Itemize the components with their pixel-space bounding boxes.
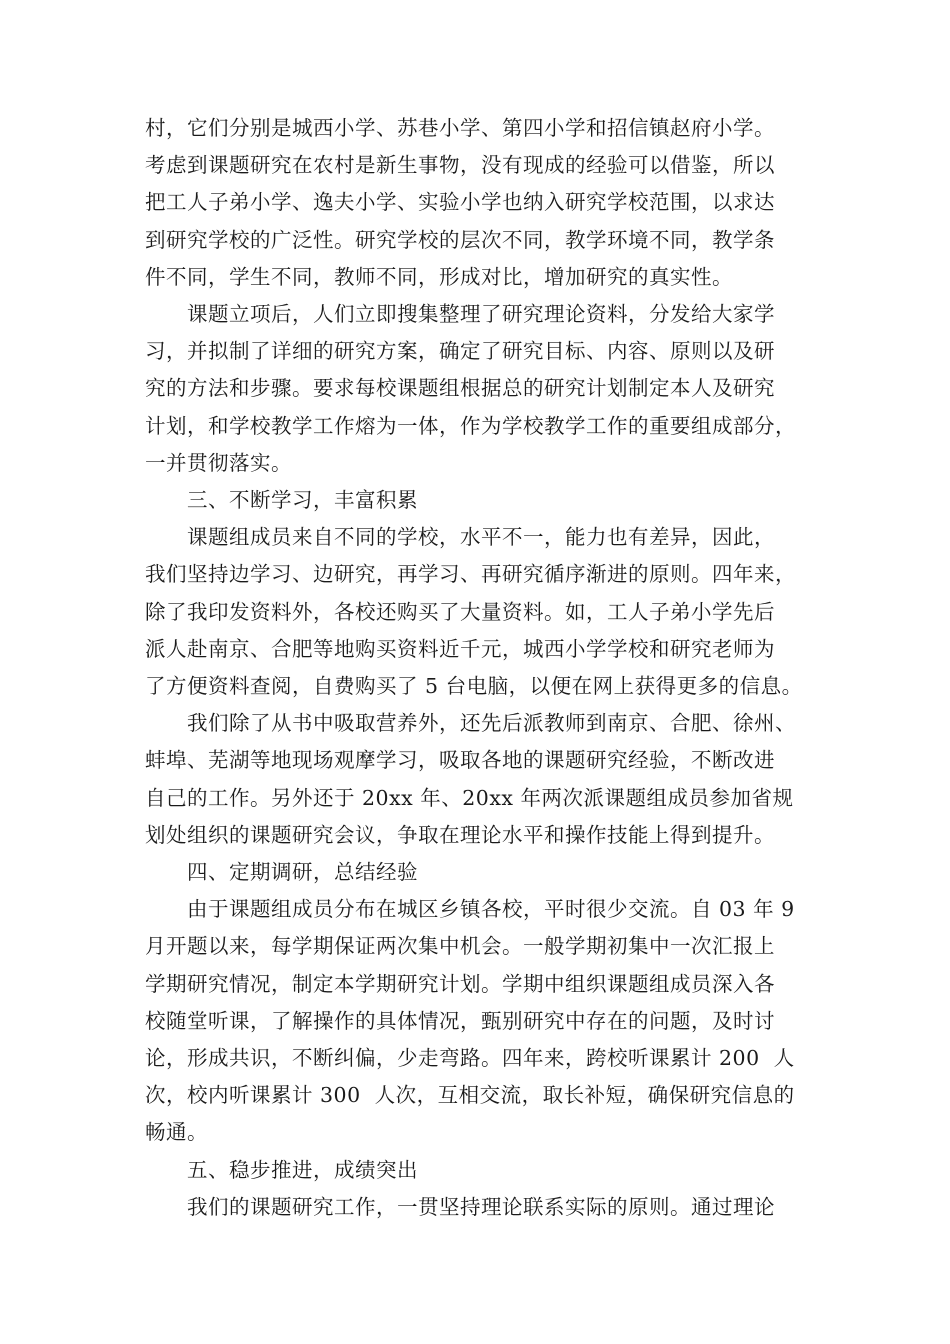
- text-line: 件不同，学生不同，教师不同，形成对比，增加研究的真实性。: [145, 264, 733, 289]
- text-line: 究的方法和步骤。要求每校课题组根据总的研究计划制定本人及研究: [145, 376, 775, 401]
- paragraph: [145, 705, 820, 854]
- text-line: 月开题以来，每学期保证两次集中机会。一般学期初集中一次汇报上: [145, 934, 775, 959]
- text-line: 划处组织的课题研究会议，争取在理论水平和操作技能上得到提升。: [145, 822, 775, 847]
- text-line: 畅通。: [145, 1120, 208, 1145]
- text-line: 课题立项后，人们立即搜集整理了研究理论资料，分发给大家学: [187, 302, 775, 327]
- text-line: 蚌埠、芜湖等地现场观摩学习，吸取各地的课题研究经验，不断改进: [145, 748, 775, 773]
- text-line: 我们坚持边学习、边研究，再学习、再研究循序渐进的原则。四年来，: [145, 562, 796, 587]
- text-line: 校随堂听课，了解操作的具体情况，甄别研究中存在的问题，及时讨: [145, 1008, 775, 1033]
- text-line: 习，并拟制了详细的研究方案，确定了研究目标、内容、原则以及研: [145, 339, 775, 364]
- text-line: 村，它们分别是城西小学、苏巷小学、第四小学和招信镇赵府小学。: [145, 116, 775, 140]
- text-line: 五、稳步推进，成绩突出: [187, 1157, 418, 1182]
- text-line: 了方便资料查阅，自费购买了 5 台电脑，以便在网上获得更多的信息。: [145, 674, 803, 699]
- text-line: 四、定期调研，总结经验: [187, 860, 418, 885]
- section-heading: [145, 854, 820, 891]
- text-line: 除了我印发资料外，各校还购买了大量资料。如，工人子弟小学先后: [145, 599, 775, 624]
- section-heading: [145, 482, 820, 519]
- text-line: 由于课题组成员分布在城区乡镇各校，平时很少交流。自 03 年 9: [187, 897, 795, 922]
- text-line: 学期研究情况，制定本学期研究计划。学期中组织课题组成员深入各: [145, 971, 775, 996]
- text-line: 计划，和学校教学工作熔为一体，作为学校教学工作的重要组成部分，: [145, 413, 796, 438]
- text-line: 派人赴南京、合肥等地购买资料近千元，城西小学学校和研究老师为: [145, 636, 775, 661]
- text-line: 把工人子弟小学、逸夫小学、实验小学也纳入研究学校范围，以求达: [145, 190, 775, 215]
- text-line: 论，形成共识，不断纠偏，少走弯路。四年来，跨校听课累计 200 人: [145, 1046, 795, 1071]
- text-line: 到研究学校的广泛性。研究学校的层次不同，教学环境不同，教学条: [145, 227, 775, 252]
- paragraph: [145, 110, 820, 296]
- section-heading: [145, 1152, 820, 1189]
- text-line: 自己的工作。另外还于 20xx 年、20xx 年两次派课题组成员参加省规: [145, 785, 794, 810]
- document-body: [145, 110, 820, 1226]
- text-line: 我们的课题研究工作，一贯坚持理论联系实际的原则。通过理论: [187, 1194, 775, 1219]
- text-line: 三、不断学习，丰富积累: [187, 488, 418, 513]
- text-line: 课题组成员来自不同的学校，水平不一，能力也有差异，因此，: [187, 525, 775, 550]
- paragraph: [145, 296, 820, 482]
- text-line: 一并贯彻落实。: [145, 450, 292, 475]
- text-line: 考虑到课题研究在农村是新生事物，没有现成的经验可以借鉴，所以: [145, 153, 775, 178]
- text-line: 次，校内听课累计 300 人次，互相交流，取长补短，确保研究信息的: [145, 1083, 795, 1108]
- paragraph: [145, 891, 820, 1151]
- paragraph: [145, 1189, 820, 1226]
- text-line: 我们除了从书中吸取营养外，还先后派教师到南京、合肥、徐州、: [187, 711, 796, 736]
- paragraph: [145, 519, 820, 705]
